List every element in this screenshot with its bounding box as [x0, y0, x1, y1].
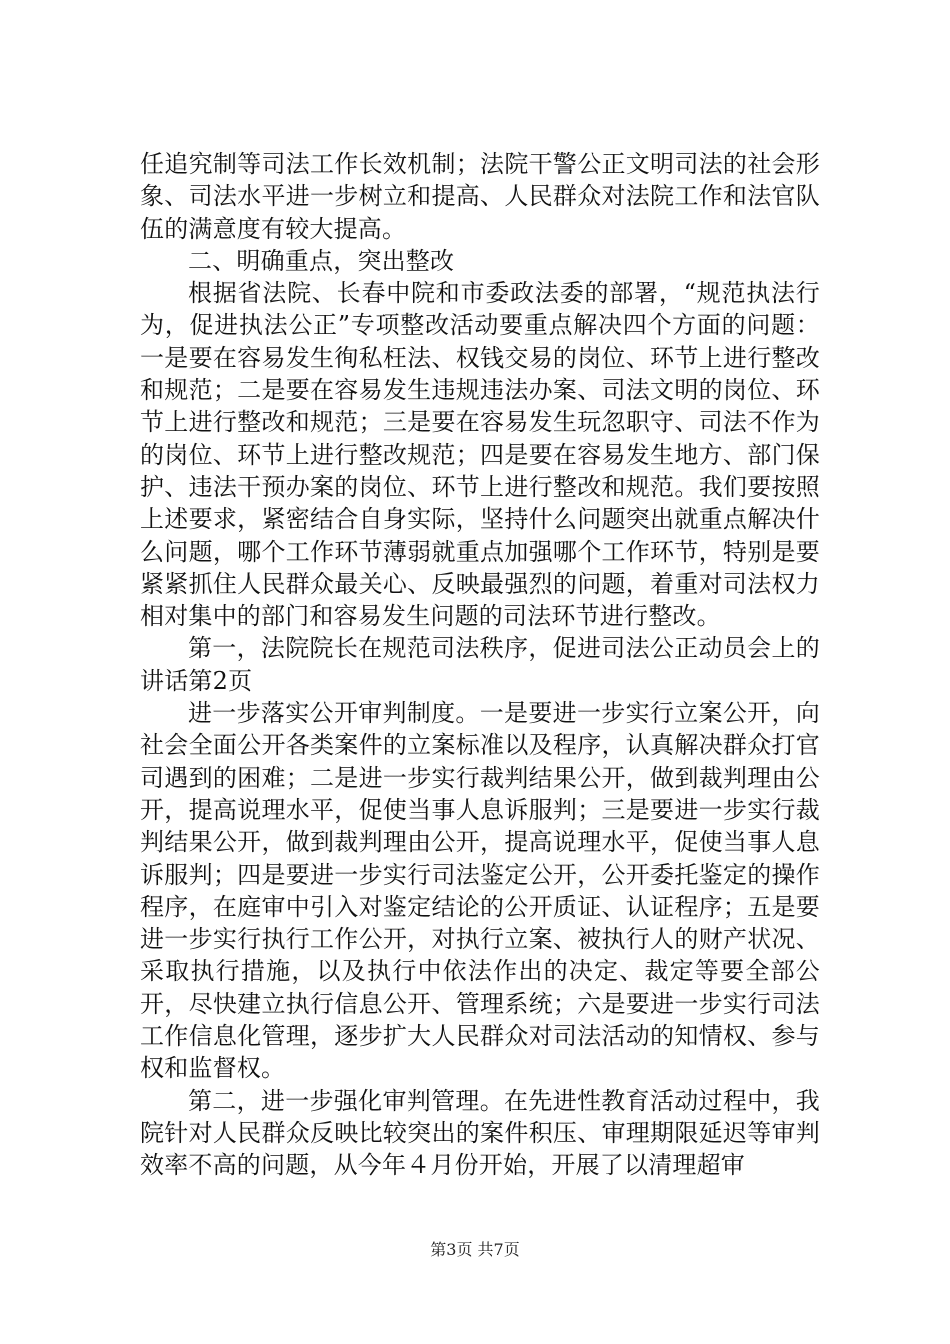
paragraph-open-trial: 进一步落实公开审判制度。一是要进一步实行立案公开，向社会全面公开各类案件的立案标准以及程序，认真解决群众打官司遇到的困难；二是进一步实行裁判结果公开，做到裁判理由公开，提高说理水平，促使当事人息诉服判；三是要进一步实行裁判结果公开，做到裁判理由公开，提高说理水平，促使当事人息诉服判；四是要进一步实行司法鉴定公开，公开委托鉴定的操作程序，在庭审中引入对鉴定结论的公开质证、认证程序；五是要进一步实行执行工作公开，对执行立案、被执行人的财产状况、采取执行措施，以及执行中依法作出的决定、裁定等要全部公开，尽快建立执行信息公开、管理系统；六是要进一步实行司法工作信息化管理，逐步扩大人民群众对司法活动的知情权、参与权和监督权。: [140, 699, 820, 1083]
page-number-footer: 第3页 共7页: [430, 1240, 520, 1259]
paragraph-first-point: 第一，法院院长在规范司法秩序，促进司法公正动员会上的讲话第2页: [140, 634, 820, 695]
paragraph-focus-rectification: 根据省法院、长春中院和市委政法委的部署，“规范执法行为，促进执法公正”专项整改活动要重点解决四个方面的问题：一是要在容易发生徇私枉法、权钱交易的岗位、环节上进行整改和规范；二是要在容易发生违规违法办案、司法文明的岗位、环节上进行整改和规范；三是要在容易发生玩忽职守、司法不作为的岗位、环节上进行整改规范；四是要在容易发生地方、部门保护、违法干预办案的岗位、环节上进行整改和规范。我们要按照上述要求，紧密结合自身实际，坚持什么问题突出就重点解决什么问题，哪个工作环节薄弱就重点加强哪个工作环节，特别是要紧紧抓住人民群众最关心、反映最强烈的问题，着重对司法权力相对集中的部门和容易发生问题的司法环节进行整改。: [140, 279, 820, 631]
document-body: [140, 148, 820, 1182]
paragraph-second-point: 第二，进一步强化审判管理。在先进性教育活动过程中，我院针对人民群众反映比较突出的案件积压、审理期限延迟等审判效率不高的问题，从今年４月份开始，开展了以清理超审: [140, 1086, 820, 1180]
paragraph-continuation: 任追究制等司法工作长效机制；法院干警公正文明司法的社会形象、司法水平进一步树立和提高、人民群众对法院工作和法官队伍的满意度有较大提高。: [140, 150, 820, 243]
section-heading: 二、明确重点，突出整改: [188, 246, 455, 275]
